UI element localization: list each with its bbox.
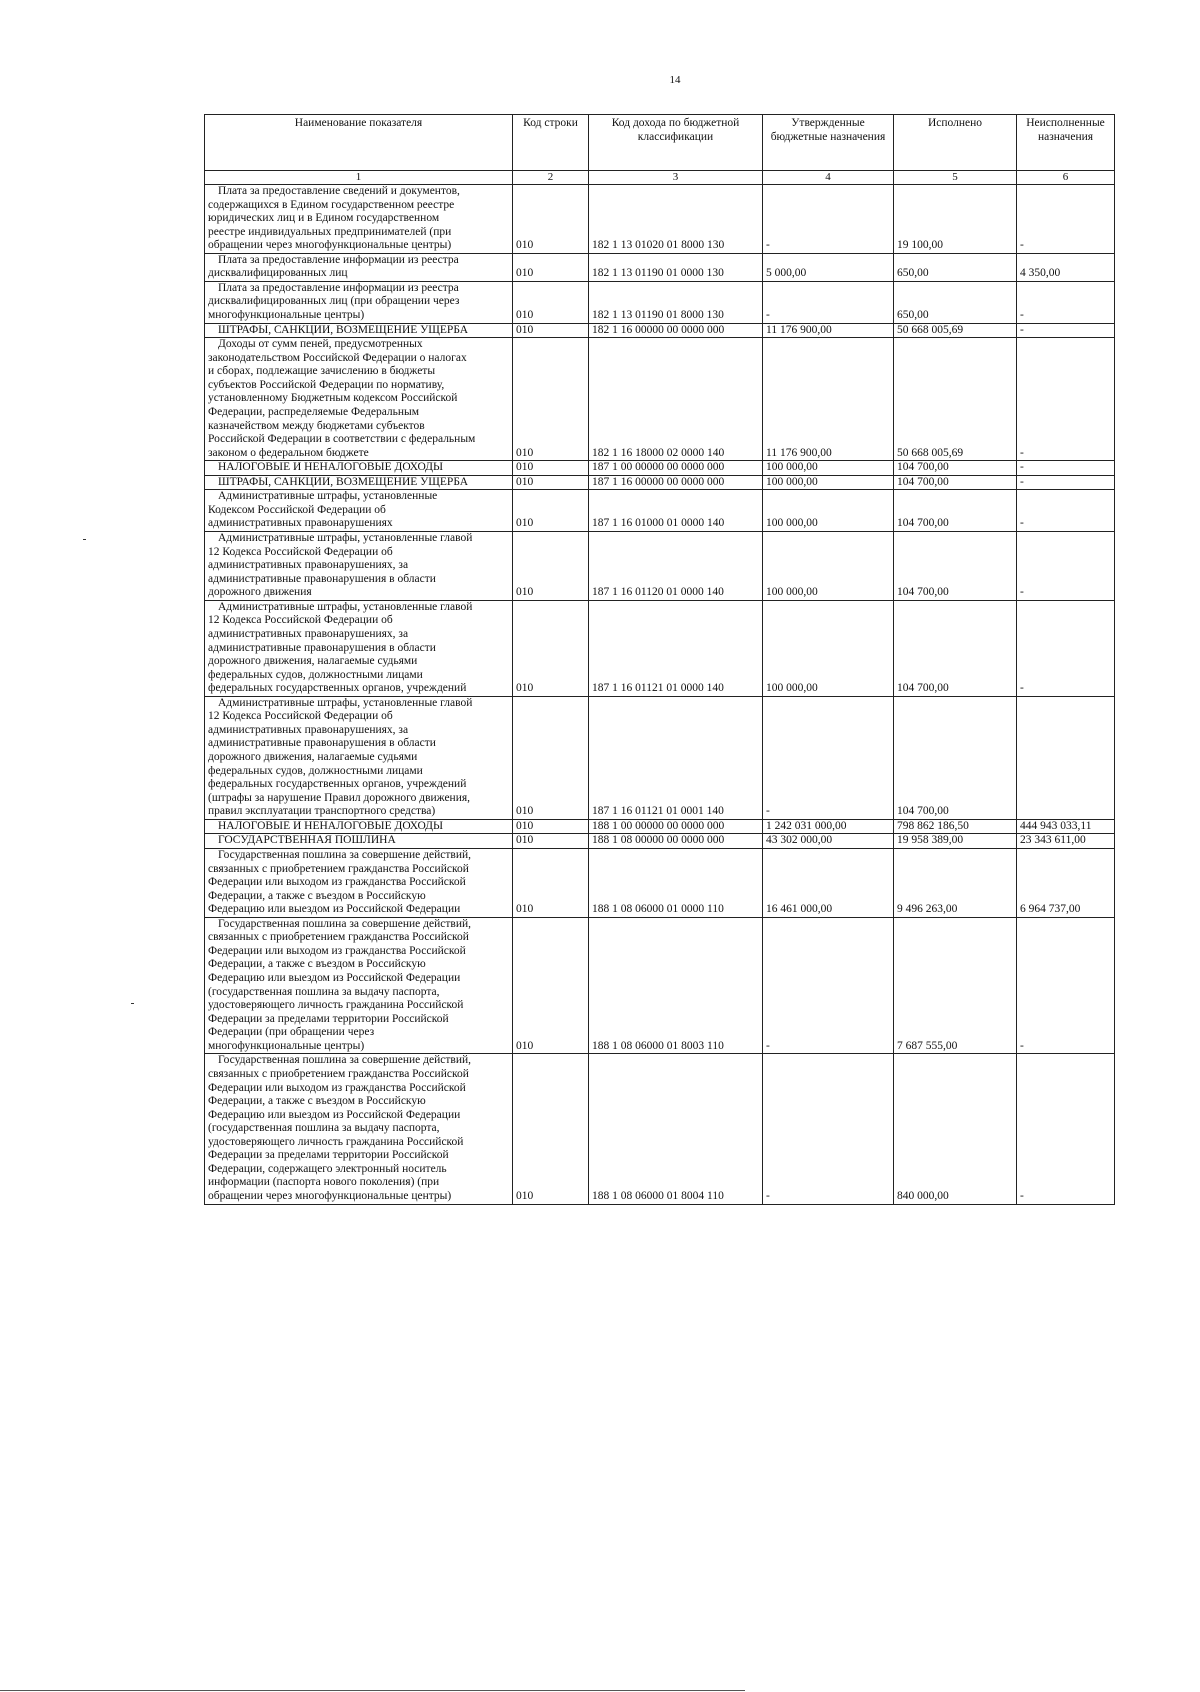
row-indicator-name: Государственная пошлина за совершение действий, связанных с приобретением гражданства Российской Федерации или выходом из гражданства Российской Федерации, а также с въездом в Российскую Федерацию или выездом из Российской Федерации (государственная пошлина за выдачу паспорта, удостоверяющего личность гражданина Российской Федерации за пределами территории Российской Федерации (при обращении через многофункциональные центры) — [205, 917, 513, 1054]
row-line-code: 010 — [513, 848, 589, 917]
row-income-code: 182 1 13 01020 01 8000 130 — [589, 184, 763, 253]
row-income-code: 182 1 13 01190 01 8000 130 — [589, 281, 763, 323]
scan-dot-mark — [83, 539, 86, 540]
row-unexecuted-amount: - — [1017, 1054, 1115, 1204]
row-income-code: 187 1 16 01000 01 0000 140 — [589, 490, 763, 532]
header-indicator-name: Наименование показателя — [205, 115, 513, 171]
row-income-code: 187 1 00 00000 00 0000 000 — [589, 461, 763, 476]
row-approved-amount: - — [763, 1054, 894, 1204]
table-row — [205, 338, 1115, 461]
row-approved-amount: 100 000,00 — [763, 532, 894, 601]
header-executed: Исполнено — [894, 115, 1017, 171]
table-row — [205, 917, 1115, 1054]
row-income-code: 188 1 00 00000 00 0000 000 — [589, 819, 763, 834]
row-executed-amount: 840 000,00 — [894, 1054, 1017, 1204]
header-line-code: Код строки — [513, 115, 589, 171]
row-unexecuted-amount: 4 350,00 — [1017, 253, 1115, 281]
row-line-code: 010 — [513, 600, 589, 696]
row-line-code: 010 — [513, 819, 589, 834]
row-approved-amount: - — [763, 696, 894, 819]
row-executed-amount: 104 700,00 — [894, 532, 1017, 601]
row-executed-amount: 50 668 005,69 — [894, 323, 1017, 338]
row-indicator-name: ШТРАФЫ, САНКЦИИ, ВОЗМЕЩЕНИЕ УЩЕРБА — [205, 475, 513, 490]
table-row — [205, 461, 1115, 476]
row-indicator-name: Плата за предоставление сведений и документов, содержащихся в Едином государственном реестре юридических лиц и в Едином государственном реестре индивидуальных предпринимателей (при обращении через многофункциональные центры) — [205, 184, 513, 253]
row-approved-amount: 1 242 031 000,00 — [763, 819, 894, 834]
table-row — [205, 281, 1115, 323]
column-number: 6 — [1017, 171, 1115, 185]
row-approved-amount: - — [763, 917, 894, 1054]
row-approved-amount: 100 000,00 — [763, 600, 894, 696]
row-indicator-name: Административные штрафы, установленные главой 12 Кодекса Российской Федерации об административных правонарушениях, за административные правонарушения в области дорожного движения — [205, 532, 513, 601]
row-indicator-name: Государственная пошлина за совершение действий, связанных с приобретением гражданства Российской Федерации или выходом из гражданства Российской Федерации, а также с въездом в Российскую Федерацию или выездом из Российской Федерации — [205, 848, 513, 917]
row-unexecuted-amount: - — [1017, 532, 1115, 601]
row-approved-amount: 11 176 900,00 — [763, 338, 894, 461]
row-executed-amount: 7 687 555,00 — [894, 917, 1017, 1054]
row-unexecuted-amount: 444 943 033,11 — [1017, 819, 1115, 834]
column-number: 3 — [589, 171, 763, 185]
row-income-code: 187 1 16 01121 01 0000 140 — [589, 600, 763, 696]
table-row — [205, 834, 1115, 849]
row-unexecuted-amount — [1017, 696, 1115, 819]
row-income-code: 182 1 13 01190 01 0000 130 — [589, 253, 763, 281]
table-row — [205, 490, 1115, 532]
row-executed-amount: 19 958 389,00 — [894, 834, 1017, 849]
row-income-code: 187 1 16 00000 00 0000 000 — [589, 475, 763, 490]
table-row — [205, 600, 1115, 696]
row-executed-amount: 650,00 — [894, 253, 1017, 281]
table-row — [205, 1054, 1115, 1204]
row-executed-amount: 650,00 — [894, 281, 1017, 323]
column-number: 5 — [894, 171, 1017, 185]
row-executed-amount: 104 700,00 — [894, 461, 1017, 476]
row-indicator-name: ШТРАФЫ, САНКЦИИ, ВОЗМЕЩЕНИЕ УЩЕРБА — [205, 323, 513, 338]
row-indicator-name: Административные штрафы, установленные Кодексом Российской Федерации об административных правонарушениях — [205, 490, 513, 532]
row-unexecuted-amount: - — [1017, 490, 1115, 532]
row-indicator-name: Административные штрафы, установленные главой 12 Кодекса Российской Федерации об административных правонарушениях, за административные правонарушения в области дорожного движения, налагаемые судьями федеральных судов, должностными лицами федеральных государственных органов, учреждений — [205, 600, 513, 696]
row-unexecuted-amount: - — [1017, 475, 1115, 490]
row-executed-amount: 50 668 005,69 — [894, 338, 1017, 461]
row-unexecuted-amount: - — [1017, 461, 1115, 476]
budget-income-table — [204, 114, 1115, 1205]
row-line-code: 010 — [513, 338, 589, 461]
table-row — [205, 475, 1115, 490]
row-approved-amount: 100 000,00 — [763, 490, 894, 532]
row-indicator-name: ГОСУДАРСТВЕННАЯ ПОШЛИНА — [205, 834, 513, 849]
row-indicator-name: Государственная пошлина за совершение действий, связанных с приобретением гражданства Российской Федерации или выходом из гражданства Российской Федерации, а также с въездом в Российскую Федерацию или выездом из Российской Федерации (государственная пошлина за выдачу паспорта, удостоверяющего личность гражданина Российской Федерации за пределами территории Российской Федерации, содержащего электронный носитель информации (паспорта нового поколения) (при обращении через многофункциональные центры) — [205, 1054, 513, 1204]
header-unexecuted: Неисполненные назначения — [1017, 115, 1115, 171]
row-indicator-name: Плата за предоставление информации из реестра дисквалифицированных лиц (при обращении через многофункциональные центры) — [205, 281, 513, 323]
row-line-code: 010 — [513, 917, 589, 1054]
scan-edge-line — [0, 1690, 745, 1691]
row-unexecuted-amount: - — [1017, 600, 1115, 696]
row-approved-amount: - — [763, 184, 894, 253]
row-line-code: 010 — [513, 461, 589, 476]
page-number: 14 — [669, 74, 681, 86]
row-unexecuted-amount: - — [1017, 281, 1115, 323]
column-number: 2 — [513, 171, 589, 185]
row-income-code: 188 1 08 00000 00 0000 000 — [589, 834, 763, 849]
table-row — [205, 253, 1115, 281]
row-line-code: 010 — [513, 532, 589, 601]
header-income-code: Код дохода по бюджетной классификации — [589, 115, 763, 171]
row-indicator-name: НАЛОГОВЫЕ И НЕНАЛОГОВЫЕ ДОХОДЫ — [205, 461, 513, 476]
row-unexecuted-amount: - — [1017, 917, 1115, 1054]
row-unexecuted-amount: - — [1017, 338, 1115, 461]
row-income-code: 188 1 08 06000 01 8004 110 — [589, 1054, 763, 1204]
table-row — [205, 323, 1115, 338]
row-indicator-name: НАЛОГОВЫЕ И НЕНАЛОГОВЫЕ ДОХОДЫ — [205, 819, 513, 834]
row-unexecuted-amount: 23 343 611,00 — [1017, 834, 1115, 849]
row-executed-amount: 9 496 263,00 — [894, 848, 1017, 917]
row-line-code: 010 — [513, 281, 589, 323]
row-executed-amount: 798 862 186,50 — [894, 819, 1017, 834]
table-row — [205, 532, 1115, 601]
scan-dot-mark — [131, 1003, 134, 1004]
row-approved-amount: 100 000,00 — [763, 475, 894, 490]
row-indicator-name: Плата за предоставление информации из реестра дисквалифицированных лиц — [205, 253, 513, 281]
row-line-code: 010 — [513, 490, 589, 532]
row-income-code: 188 1 08 06000 01 8003 110 — [589, 917, 763, 1054]
column-numbers-row — [205, 171, 1115, 185]
row-approved-amount: 11 176 900,00 — [763, 323, 894, 338]
row-line-code: 010 — [513, 696, 589, 819]
table-row — [205, 696, 1115, 819]
table-row — [205, 819, 1115, 834]
row-line-code: 010 — [513, 475, 589, 490]
row-approved-amount: 16 461 000,00 — [763, 848, 894, 917]
table-row — [205, 848, 1115, 917]
row-income-code: 187 1 16 01121 01 0001 140 — [589, 696, 763, 819]
row-executed-amount: 104 700,00 — [894, 475, 1017, 490]
row-income-code: 182 1 16 00000 00 0000 000 — [589, 323, 763, 338]
row-unexecuted-amount: 6 964 737,00 — [1017, 848, 1115, 917]
row-line-code: 010 — [513, 184, 589, 253]
row-executed-amount: 19 100,00 — [894, 184, 1017, 253]
row-unexecuted-amount: - — [1017, 184, 1115, 253]
row-executed-amount: 104 700,00 — [894, 600, 1017, 696]
row-line-code: 010 — [513, 834, 589, 849]
table-row — [205, 184, 1115, 253]
row-approved-amount: 5 000,00 — [763, 253, 894, 281]
row-executed-amount: 104 700,00 — [894, 490, 1017, 532]
row-approved-amount: 43 302 000,00 — [763, 834, 894, 849]
row-executed-amount: 104 700,00 — [894, 696, 1017, 819]
row-line-code: 010 — [513, 323, 589, 338]
row-income-code: 182 1 16 18000 02 0000 140 — [589, 338, 763, 461]
header-approved: Утвержденные бюджетные назначения — [763, 115, 894, 171]
row-indicator-name: Доходы от сумм пеней, предусмотренных законодательством Российской Федерации о налогах и сборах, подлежащие зачислению в бюджеты субъектов Российской Федерации по нормативу, установленному Бюджетным кодексом Российской Федерации, распределяемые Федеральным казначейством между бюджетами субъектов Российской Федерации в соответствии с федеральным законом о федеральном бюджете — [205, 338, 513, 461]
row-approved-amount: 100 000,00 — [763, 461, 894, 476]
column-number: 4 — [763, 171, 894, 185]
row-indicator-name: Административные штрафы, установленные главой 12 Кодекса Российской Федерации об административных правонарушениях, за административные правонарушения в области дорожного движения, налагаемые судьями федеральных судов, должностными лицами федеральных государственных органов, учреждений (штрафы за нарушение Правил дорожного движения, правил эксплуатации транспортного средства) — [205, 696, 513, 819]
row-income-code: 187 1 16 01120 01 0000 140 — [589, 532, 763, 601]
column-number: 1 — [205, 171, 513, 185]
row-approved-amount: - — [763, 281, 894, 323]
row-line-code: 010 — [513, 253, 589, 281]
table-header-row — [205, 115, 1115, 171]
row-income-code: 188 1 08 06000 01 0000 110 — [589, 848, 763, 917]
row-unexecuted-amount: - — [1017, 323, 1115, 338]
row-line-code: 010 — [513, 1054, 589, 1204]
